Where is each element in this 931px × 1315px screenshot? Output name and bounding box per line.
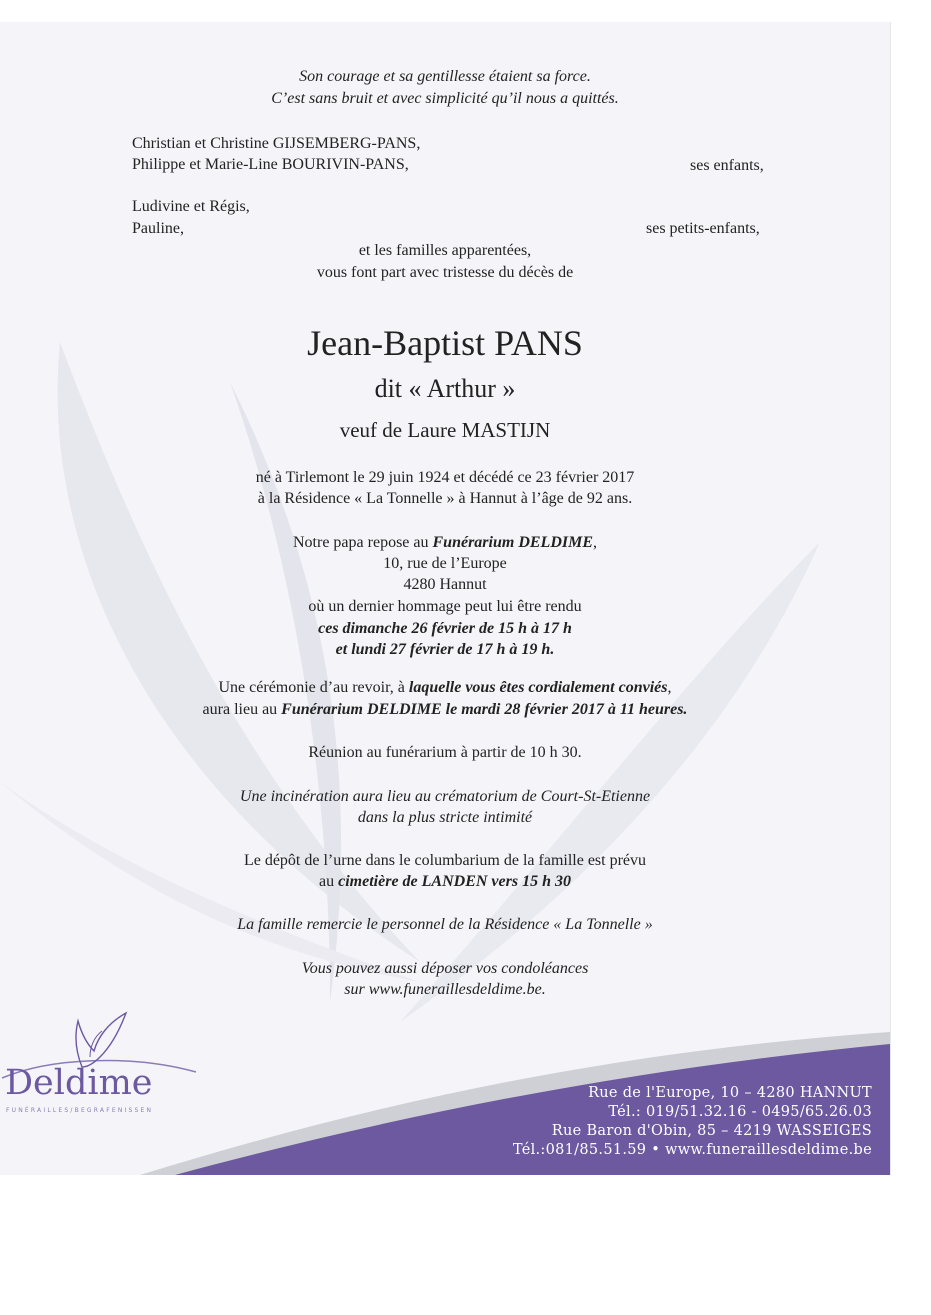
ceremony-line-2 xyxy=(0,699,890,720)
grandchild-2: Pauline, xyxy=(132,220,184,237)
epigraph-line-2: C’est sans bruit et avec simplicité qu’il nous a quittés. xyxy=(271,90,619,107)
ceremony-prefix: Une cérémonie d’au revoir, à xyxy=(218,679,409,696)
footer-address-2: Rue Baron d'Obin, 85 – 4219 WASSEIGES xyxy=(551,1123,872,1139)
logo-subtitle: FUNÉRAILLES/BEGRAFENISSEN xyxy=(6,1107,154,1114)
footer-contact xyxy=(513,1084,872,1160)
rest-address-2: 4280 Hannut xyxy=(403,576,487,593)
urn-line-2 xyxy=(0,871,890,892)
life-line-1: né à Tirlemont le 29 juin 1924 et décédé ce 23 février 2017 xyxy=(255,469,635,486)
ceremony-place-prefix: aura lieu au xyxy=(202,701,282,718)
dove-logo-icon xyxy=(64,1007,134,1069)
grandchild-1: Ludivine et Régis, xyxy=(132,198,250,215)
logo-wordmark: Deldime xyxy=(5,1063,153,1103)
funerarium-name: Funérarium DELDIME xyxy=(432,534,593,551)
urn-line-1: Le dépôt de l’urne dans le columbarium de la famille est prévu xyxy=(243,852,647,869)
reunion-line: Réunion au funérarium à partir de 10 h 30. xyxy=(308,744,582,761)
widower-line: veuf de Laure MASTIJN xyxy=(339,418,551,442)
deceased-nickname: dit « Arthur » xyxy=(374,374,516,403)
child-1: Christian et Christine GIJSEMBERG-PANS, xyxy=(132,135,421,152)
rest-suffix: , xyxy=(593,534,597,551)
related-families: et les familles apparentées, xyxy=(358,242,532,259)
condolences-line-1: Vous pouvez aussi déposer vos condoléances xyxy=(301,960,589,977)
footer-phone-1: Tél.: 019/51.32.16 - 0495/65.26.03 xyxy=(608,1104,872,1120)
ceremony-invite: laquelle vous êtes cordialement conviés xyxy=(408,679,668,696)
rest-prefix: Notre papa repose au xyxy=(293,534,433,551)
rest-line xyxy=(0,532,890,553)
epigraph-line-1: Son courage et sa gentillesse étaient sa force. xyxy=(299,68,591,85)
grandchildren-role: ses petits-enfants, xyxy=(646,220,760,237)
child-2: Philippe et Marie-Line BOURIVIN-PANS, xyxy=(132,156,409,173)
ceremony-line-1 xyxy=(0,677,890,698)
ceremony-suffix: , xyxy=(667,679,672,696)
footer-address-1: Rue de l'Europe, 10 – 4280 HANNUT xyxy=(588,1085,872,1101)
footer-phone-web: Tél.:081/85.51.59 • www.funeraillesdeldime.be xyxy=(512,1142,872,1158)
deceased-name: Jean-Baptist PANS xyxy=(307,323,583,363)
rest-address-1: 10, rue de l’Europe xyxy=(383,555,507,572)
cremation-line-1: Une incinération aura lieu au crématorium de Court-St-Etienne xyxy=(239,788,651,805)
announcement: vous font part avec tristesse du décès de xyxy=(316,264,574,281)
tribute-line: où un dernier hommage peut lui être rendu xyxy=(308,598,582,615)
condolences-line-2: sur www.funeraillesdeldime.be. xyxy=(344,981,546,998)
obituary-sheet xyxy=(0,22,891,1175)
life-line-2: à la Résidence « La Tonnelle » à Hannut à l’âge de 92 ans. xyxy=(257,490,633,507)
visit-line-1: ces dimanche 26 février de 15 h à 17 h xyxy=(318,620,572,637)
ceremony-place: Funérarium DELDIME le mardi 28 février 2017 à 11 heures. xyxy=(281,701,688,718)
visit-line-2: et lundi 27 février de 17 h à 19 h. xyxy=(335,641,555,658)
urn-prefix: au xyxy=(319,873,339,890)
thanks-line: La famille remercie le personnel de la Résidence « La Tonnelle » xyxy=(237,916,653,933)
cremation-line-2: dans la plus stricte intimité xyxy=(357,809,533,826)
children-role: ses enfants, xyxy=(690,157,764,174)
urn-place: cimetière de LANDEN vers 15 h 30 xyxy=(338,873,571,890)
